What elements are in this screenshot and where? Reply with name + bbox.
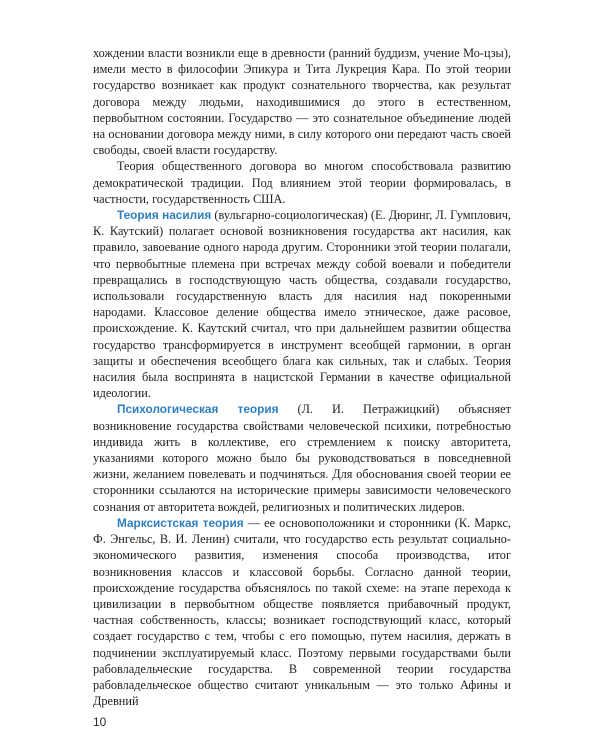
paragraph-text: (вульгарно-социологическая) (Е. Дюринг, Л. Гумплович, К. Каутский) полагает основой возникновения государства акт насилия, как правило, завоевание одного народа другим. Сторонники этой теории полагали, что первобытные племена при встречах между собой воевали и победители превращались в господствующую часть общества, создавали государство, использовали государственную власть для насилия над покоренными народами. Классовое деление общества имело этническое, даже расовое, происхождение. К. Каутский считал, что при дальнейшем развитии общества государство трансформируется в инструмент всеобщей гармонии, в орган защиты и обеспечения всеобщего блага как сильных, так и слабых. Теория насилия была воспринята в нацистской Германии в качестве официальной идеологии. (93, 208, 511, 401)
paragraph-psychological-theory (93, 401, 511, 514)
paragraph-marxist-theory (93, 515, 511, 709)
paragraph-violence-theory (93, 207, 511, 401)
page-number: 10 (93, 715, 107, 729)
paragraph-social-contract-origin (93, 45, 511, 158)
term-marxist-theory: Марксистская теория (117, 515, 244, 530)
paragraph-text: хождении власти возникли еще в древности (ранний буддизм, учение Мо-цзы), имели место в философии Эпикура и Тита Лукреция Кара. По этой теории государство возникает как продукт сознательного творчества, как результат договора между людьми, находившимися до этого в естественном, первобытном состоянии. Государство — это сознательное объединение людей на основании договора между ними, в силу которого они передают часть своей свободы, своей власти государству. (93, 46, 511, 158)
body-text (93, 45, 511, 709)
paragraph-social-contract-democracy (93, 158, 511, 207)
paragraph-text: — ее основоположники и сторонники (К. Маркс, Ф. Энгельс, В. И. Ленин) считали, что государство есть результат социально-экономического развития, изменения способа производства, итог возникновения классов и классовой борьбы. Согласно данной теории, происхождение государства объяснялось по такой схеме: на этапе перехода к цивилизации в первобытном обществе появляется прибавочный продукт, частная собственность, классы; возникает господствующий класс, который создает государство с тем, чтобы с его помощью, путем насилия, держать в подчинении эксплуатируемый класс. Поэтому первыми государствами были рабовладельческие государства. В современной теории государства рабовладельческое общество считают уникальным — это только Афины и Древний (93, 515, 512, 709)
term-violence-theory: Теория насилия (117, 208, 212, 223)
term-psychological-theory: Психологическая теория (117, 402, 279, 417)
paragraph-text: Теория общественного договора во многом способствовала развитию демократической традиции. Под влиянием этой теории формировалась, в частности, государственность США. (93, 159, 511, 206)
paragraph-text: (Л. И. Петражицкий) объясняет возникновение государства свойствами человеческой психики, потребностью индивида жить в коллективе, его стремлением к поиску авторитета, указаниями которого можно было бы руководствоваться в повседневной жизни, желанием повелевать и подчиняться. Для обоснования своей теории ее сторонники ссылаются на исторические примеры зависимости человеческого сознания от авторитета вождей, религиозных и политических лидеров. (93, 402, 511, 514)
